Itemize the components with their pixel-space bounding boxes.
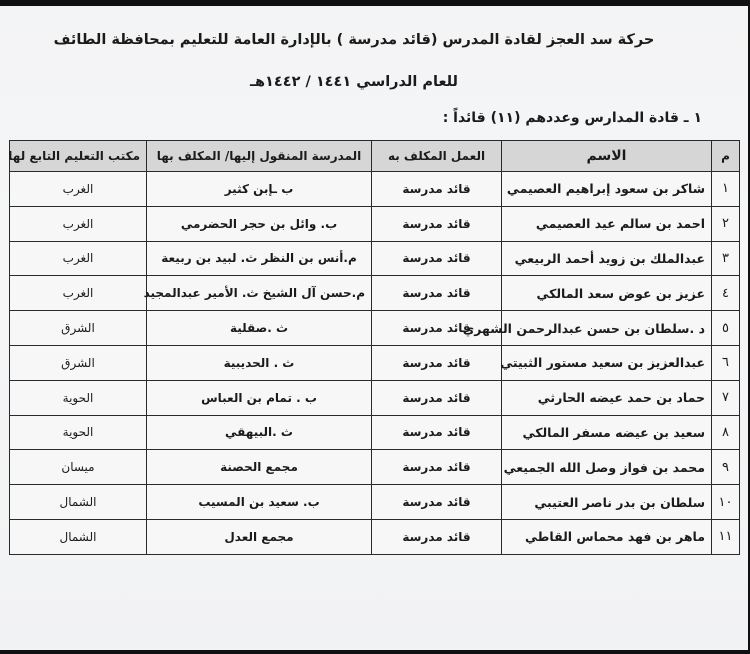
row-school: م.حسن آل الشيخ ث. الأمير عبدالمجيد xyxy=(147,276,372,311)
header-job: العمل المكلف به xyxy=(372,141,502,172)
header-num: م xyxy=(712,141,740,172)
row-office: الحوية xyxy=(10,380,147,415)
row-num: ١٠ xyxy=(712,485,740,520)
row-office: الشمال xyxy=(10,519,147,554)
row-job: قائد مدرسة xyxy=(372,485,502,520)
table-row xyxy=(10,519,740,554)
row-num: ١١ xyxy=(712,519,740,554)
row-num: ٤ xyxy=(712,276,740,311)
row-school: م.أنس بن النظر ث. لبيد بن ربيعة xyxy=(147,241,372,276)
document-page xyxy=(0,6,748,650)
row-num: ١ xyxy=(712,172,740,207)
row-job: قائد مدرسة xyxy=(372,311,502,346)
row-office: الشرق xyxy=(10,345,147,380)
row-office: الحوية xyxy=(10,415,147,450)
table-row xyxy=(10,276,740,311)
row-school: مجمع الحصنة xyxy=(147,450,372,485)
row-name: حماد بن حمد عيضه الحارثي xyxy=(502,380,712,415)
row-job: قائد مدرسة xyxy=(372,172,502,207)
row-school: ث . الحديبية xyxy=(147,345,372,380)
table-row xyxy=(10,345,740,380)
table-row xyxy=(10,206,740,241)
row-name: شاكر بن سعود إبراهيم العصيمي xyxy=(502,172,712,207)
row-name: محمد بن فواز وصل الله الجميعي xyxy=(502,450,712,485)
header-name: الاسم xyxy=(502,141,712,172)
document-subtitle: للعام الدراسي ١٤٤١ / ١٤٤٢هـ xyxy=(250,74,458,90)
row-school: مجمع العدل xyxy=(147,519,372,554)
row-num: ٩ xyxy=(712,450,740,485)
row-job: قائد مدرسة xyxy=(372,450,502,485)
row-job: قائد مدرسة xyxy=(372,519,502,554)
row-num: ٦ xyxy=(712,345,740,380)
row-name: عبدالملك بن زويد أحمد الربيعي xyxy=(502,241,712,276)
row-num: ٧ xyxy=(712,380,740,415)
row-name: د .سلطان بن حسن عبدالرحمن الشهري xyxy=(502,311,712,346)
row-school: ب ـإبن كثير xyxy=(147,172,372,207)
row-office: الشمال xyxy=(10,485,147,520)
row-office: الغرب xyxy=(10,172,147,207)
row-job: قائد مدرسة xyxy=(372,380,502,415)
row-num: ٢ xyxy=(712,206,740,241)
row-school: ث .البيهقي xyxy=(147,415,372,450)
table-row xyxy=(10,311,740,346)
row-office: الغرب xyxy=(10,206,147,241)
row-office: الشرق xyxy=(10,311,147,346)
row-name: احمد بن سالم عيد العصيمي xyxy=(502,206,712,241)
row-name: سعيد بن عيضه مسفر المالكي xyxy=(502,415,712,450)
row-job: قائد مدرسة xyxy=(372,276,502,311)
row-name: عبدالعزيز بن سعيد مستور الثبيتي xyxy=(502,345,712,380)
row-school: ب. وائل بن حجر الحضرمي xyxy=(147,206,372,241)
row-job: قائد مدرسة xyxy=(372,345,502,380)
row-num: ٨ xyxy=(712,415,740,450)
leaders-table xyxy=(9,140,740,555)
row-office: الغرب xyxy=(10,241,147,276)
header-office: مكتب التعليم التابع لها xyxy=(10,141,147,172)
row-name: عزيز بن عوض سعد المالكي xyxy=(502,276,712,311)
row-office: الغرب xyxy=(10,276,147,311)
row-job: قائد مدرسة xyxy=(372,241,502,276)
row-school: ب . تمام بن العباس xyxy=(147,380,372,415)
row-name: ماهر بن فهد محماس القاطي xyxy=(502,519,712,554)
table-row xyxy=(10,485,740,520)
document-title: حركة سد العجز لقادة المدرس (قائد مدرسة ) بالإدارة العامة للتعليم بمحافظة الطائف xyxy=(53,32,655,48)
row-name: سلطان بن بدر ناصر العتيبي xyxy=(502,485,712,520)
row-school: ث .صقلية xyxy=(147,311,372,346)
row-job: قائد مدرسة xyxy=(372,415,502,450)
header-school: المدرسة المنقول إليها/ المكلف بها xyxy=(147,141,372,172)
row-office: ميسان xyxy=(10,450,147,485)
section-heading: ١ ـ قادة المدارس وعددهم (١١) قائداً : xyxy=(442,110,702,126)
table-header-row xyxy=(10,141,740,172)
row-job: قائد مدرسة xyxy=(372,206,502,241)
row-num: ٣ xyxy=(712,241,740,276)
row-num: ٥ xyxy=(712,311,740,346)
table-row xyxy=(10,450,740,485)
table-row xyxy=(10,172,740,207)
table-row xyxy=(10,380,740,415)
table-row xyxy=(10,415,740,450)
table-row xyxy=(10,241,740,276)
row-school: ب. سعيد بن المسيب xyxy=(147,485,372,520)
